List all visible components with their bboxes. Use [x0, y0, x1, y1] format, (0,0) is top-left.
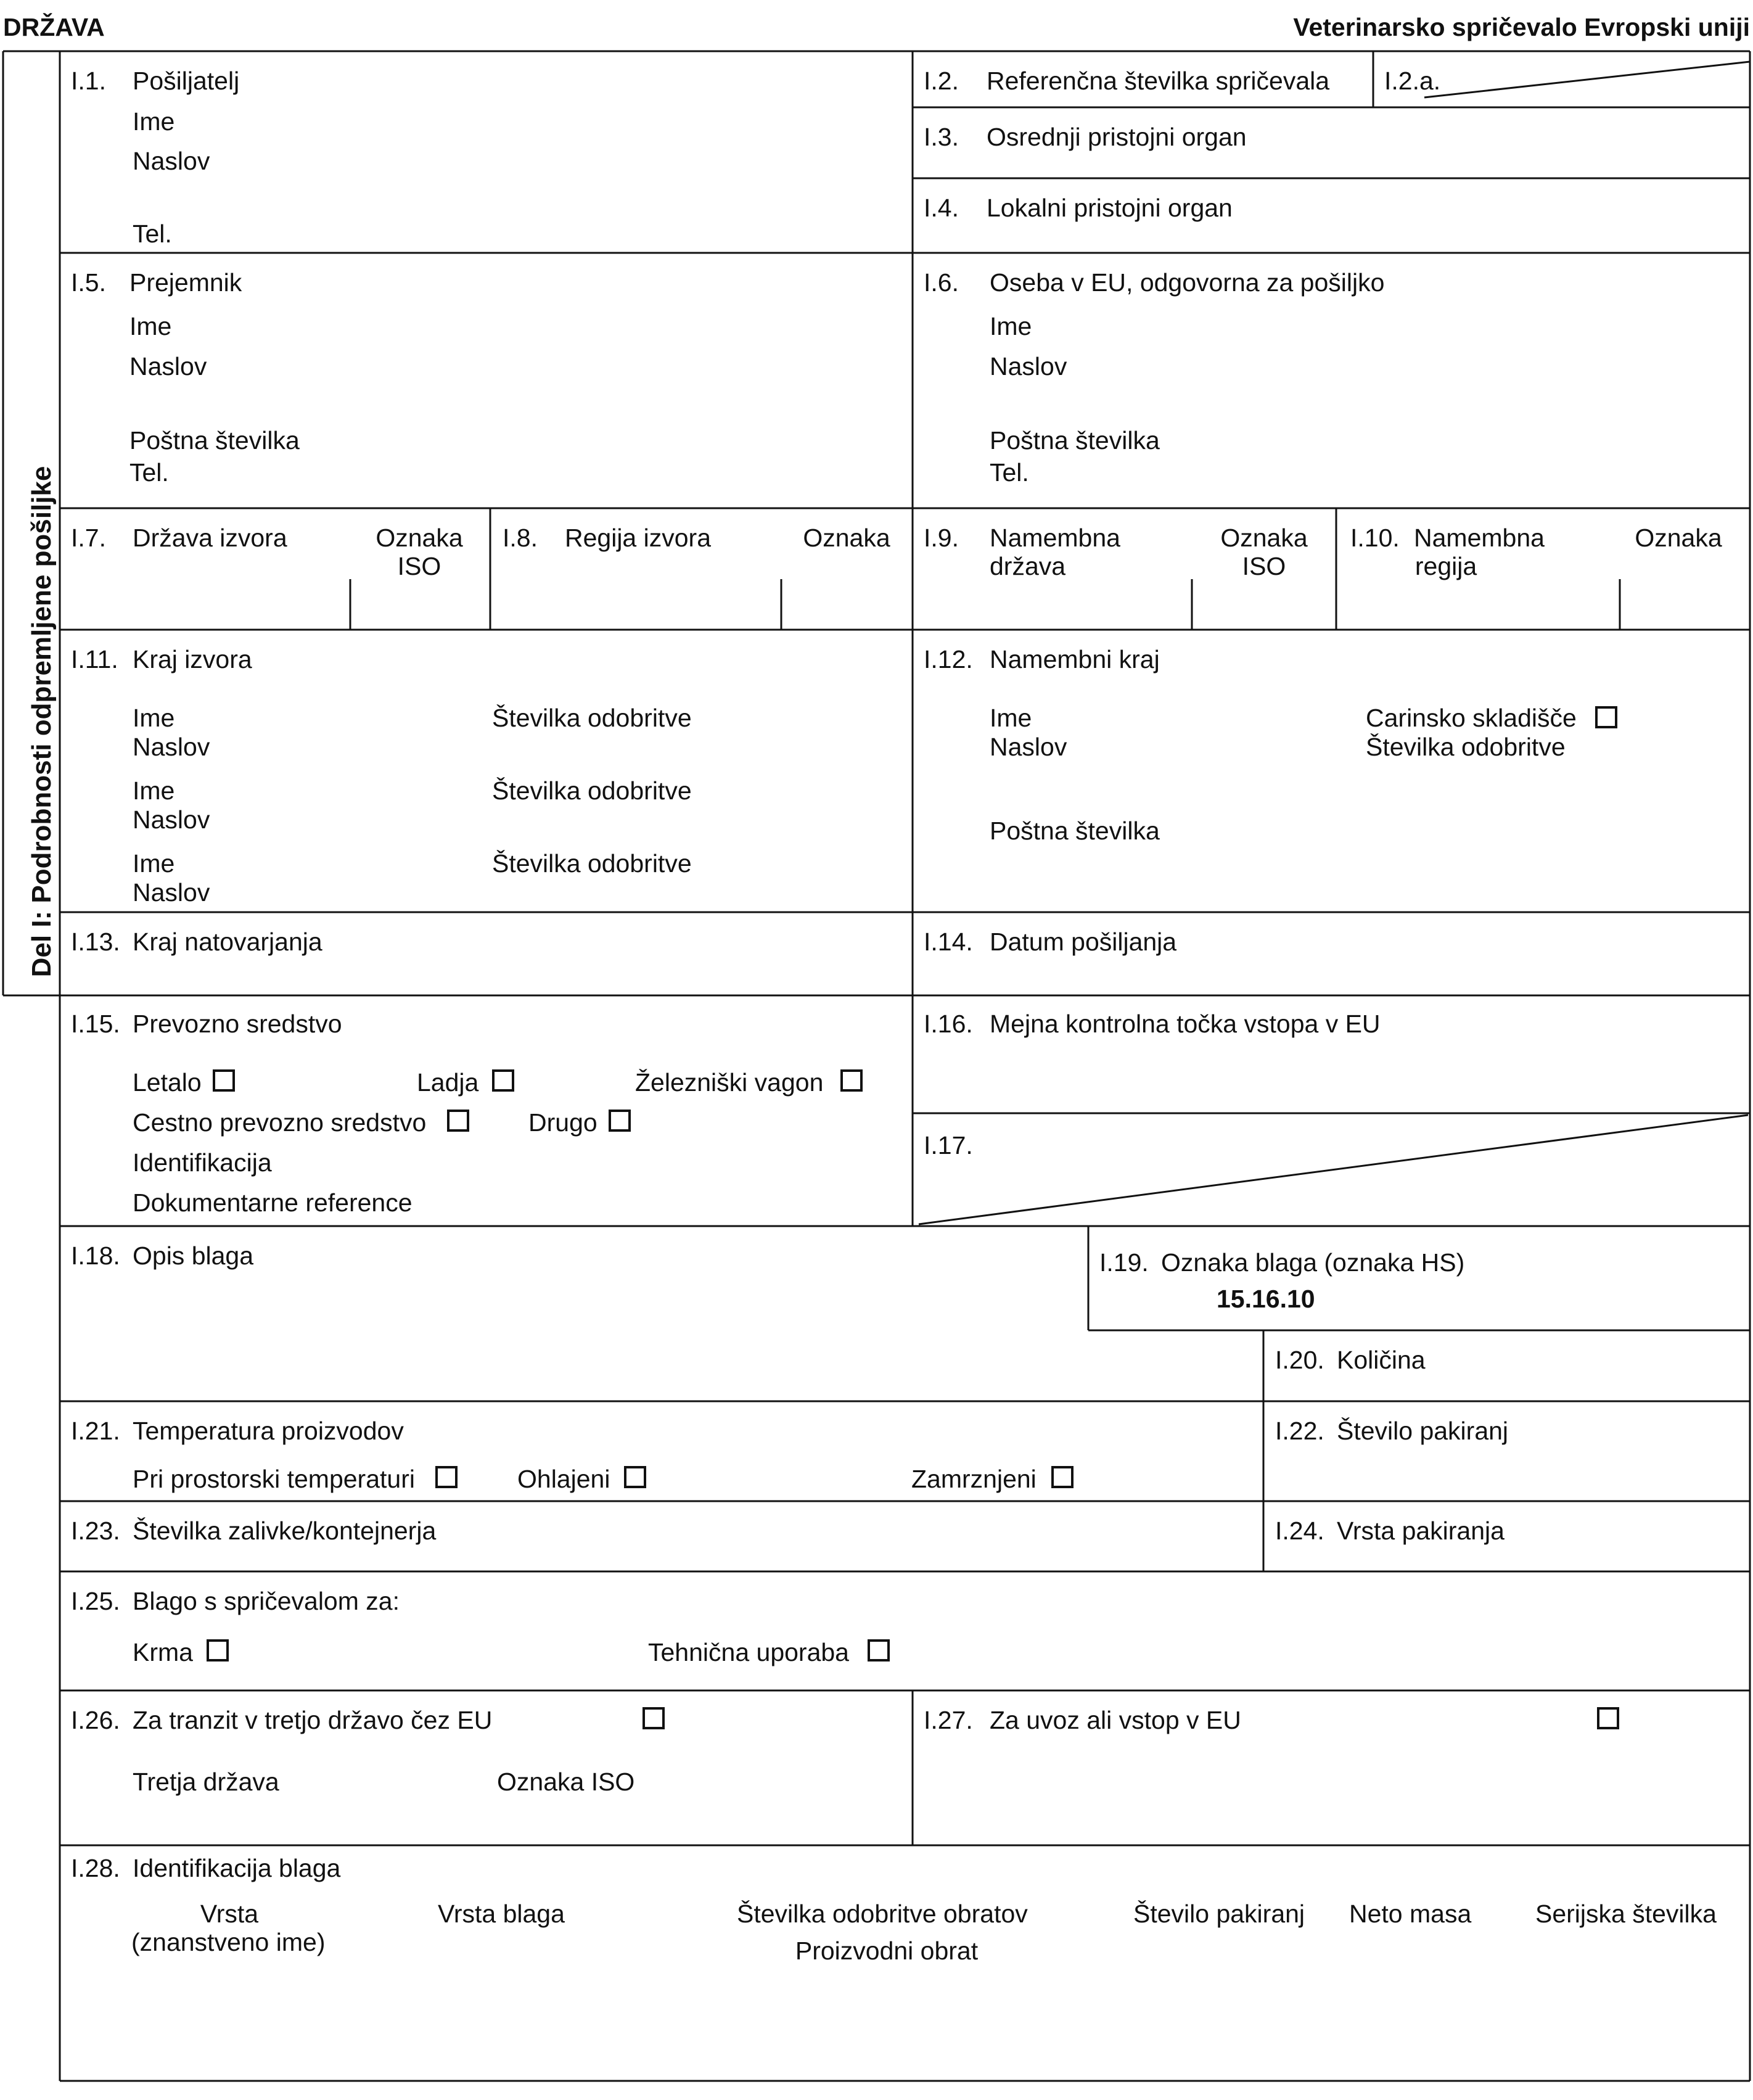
i16-number: I.16.: [924, 1010, 973, 1038]
i11-address-3: Naslov: [133, 878, 210, 907]
i20-number: I.20.: [1275, 1346, 1324, 1374]
i7-code-label-iso: ISO: [397, 552, 441, 580]
i6-phone: Tel.: [990, 458, 1029, 487]
i21-frozen-checkbox[interactable]: [1051, 1466, 1074, 1488]
i12-address: Naslov: [990, 733, 1067, 761]
i27-number: I.27.: [924, 1706, 973, 1734]
i11-name-3: Ime: [133, 849, 175, 878]
i4-label: Lokalni pristojni organ: [987, 194, 1233, 222]
i21-number: I.21.: [71, 1417, 120, 1445]
i2-number: I.2.: [924, 67, 959, 95]
i7-number: I.7.: [71, 524, 106, 552]
i21-chilled-checkbox[interactable]: [624, 1466, 646, 1488]
i27-label: Za uvoz ali vstop v EU: [990, 1706, 1241, 1734]
i14-number: I.14.: [924, 928, 973, 956]
i26-number: I.26.: [71, 1706, 120, 1734]
i12-number: I.12.: [924, 645, 973, 673]
i25-label: Blago s spričevalom za:: [133, 1587, 400, 1615]
i19-number: I.19.: [1099, 1248, 1149, 1277]
i28-col-commodity-type: Vrsta blaga: [438, 1900, 565, 1928]
i1-number: I.1.: [71, 67, 106, 95]
i25-feed-label: Krma: [133, 1638, 193, 1666]
i9-label-line2: država: [990, 552, 1066, 580]
i9-number: I.9.: [924, 524, 959, 552]
i15-railway-checkbox[interactable]: [840, 1069, 863, 1092]
i15-other-checkbox[interactable]: [609, 1110, 631, 1132]
i6-label: Oseba v EU, odgovorna za pošiljko: [990, 268, 1385, 297]
i6-postcode: Poštna številka: [990, 426, 1160, 455]
i11-name-2: Ime: [133, 776, 175, 805]
i25-technical-use-label: Tehnična uporaba: [648, 1638, 849, 1666]
i18-number: I.18.: [71, 1241, 120, 1270]
i12-customs-warehouse-checkbox[interactable]: [1595, 706, 1617, 728]
header-certificate-title: Veterinarsko spričevalo Evropski uniji: [1293, 13, 1750, 41]
i11-address-2: Naslov: [133, 805, 210, 834]
i3-number: I.3.: [924, 123, 959, 151]
i22-number: I.22.: [1275, 1417, 1324, 1445]
i12-postcode: Poštna številka: [990, 817, 1160, 845]
i1-label: Pošiljatelj: [133, 67, 240, 95]
i25-number: I.25.: [71, 1587, 120, 1615]
i5-number: I.5.: [71, 268, 106, 297]
i5-phone: Tel.: [129, 458, 169, 487]
i24-number: I.24.: [1275, 1517, 1324, 1545]
i6-number: I.6.: [924, 268, 959, 297]
i11-approval-3: Številka odobritve: [492, 849, 692, 878]
i8-code-label: Oznaka: [803, 524, 890, 552]
i9-code-label: Oznaka: [1220, 524, 1308, 552]
i28-col-manufacturing-plant: Proizvodni obrat: [795, 1937, 979, 1965]
i1-address: Naslov: [133, 147, 210, 175]
i13-number: I.13.: [71, 928, 120, 956]
i27-import-checkbox[interactable]: [1597, 1707, 1619, 1729]
i12-label: Namembni kraj: [990, 645, 1160, 673]
i15-railway-label: Železniški vagon: [635, 1068, 824, 1097]
i3-label: Osrednji pristojni organ: [987, 123, 1247, 151]
i10-label: Namembna: [1414, 524, 1545, 552]
i1-phone: Tel.: [133, 220, 172, 248]
i24-label: Vrsta pakiranja: [1337, 1517, 1505, 1545]
i17-number: I.17.: [924, 1131, 973, 1159]
i19-hs-code-value: 15.16.10: [1217, 1285, 1315, 1313]
i7-label: Država izvora: [133, 524, 287, 552]
i26-label: Za tranzit v tretjo državo čez EU: [133, 1706, 493, 1734]
side-title: Del I: Podrobnosti odpremljene pošiljke: [27, 466, 57, 978]
i15-label: Prevozno sredstvo: [133, 1010, 342, 1038]
i21-ambient-checkbox[interactable]: [435, 1466, 458, 1488]
i12-customs-warehouse-label: Carinsko skladišče: [1366, 704, 1577, 732]
i28-number: I.28.: [71, 1854, 120, 1882]
i22-label: Število pakiranj: [1337, 1417, 1509, 1445]
i2-label: Referenčna številka spričevala: [987, 67, 1330, 95]
i25-feed-checkbox[interactable]: [207, 1639, 229, 1661]
i12-approval: Številka odobritve: [1366, 733, 1566, 761]
i28-col-species: Vrsta: [200, 1900, 259, 1928]
i9-label: Namembna: [990, 524, 1120, 552]
i18-label: Opis blaga: [133, 1241, 254, 1270]
i26-third-country: Tretja država: [133, 1768, 279, 1796]
i15-airplane-checkbox[interactable]: [213, 1069, 235, 1092]
i6-name: Ime: [990, 312, 1032, 340]
i15-number: I.15.: [71, 1010, 120, 1038]
i28-col-batch-number: Serijska številka: [1535, 1900, 1717, 1928]
i15-documentary-references: Dokumentarne reference: [133, 1188, 413, 1217]
i16-label: Mejna kontrolna točka vstopa v EU: [990, 1010, 1381, 1038]
i10-label-line2: regija: [1414, 552, 1477, 580]
i5-label: Prejemnik: [129, 268, 242, 297]
i21-label: Temperatura proizvodov: [133, 1417, 404, 1445]
i21-frozen-label: Zamrznjeni: [911, 1465, 1037, 1493]
i8-label: Regija izvora: [565, 524, 711, 552]
i20-label: Količina: [1337, 1346, 1426, 1374]
i12-name: Ime: [990, 704, 1032, 732]
i15-identification: Identifikacija: [133, 1148, 272, 1177]
i11-approval-2: Številka odobritve: [492, 776, 692, 805]
i11-address-1: Naslov: [133, 733, 210, 761]
i10-code-label: Oznaka: [1635, 524, 1722, 552]
i5-name: Ime: [129, 312, 172, 340]
i4-number: I.4.: [924, 194, 959, 222]
i21-chilled-label: Ohlajeni: [517, 1465, 610, 1493]
i9-code-label-iso: ISO: [1242, 552, 1286, 580]
i28-label: Identifikacija blaga: [133, 1854, 341, 1882]
i2a-number: I.2.a.: [1384, 67, 1441, 95]
i7-code-label: Oznaka: [376, 524, 463, 552]
i15-road-checkbox[interactable]: [447, 1110, 469, 1132]
i28-col-net-weight: Neto masa: [1349, 1900, 1472, 1928]
i6-address: Naslov: [990, 352, 1067, 381]
i5-address: Naslov: [129, 352, 207, 381]
i10-number: I.10.: [1350, 524, 1400, 552]
i5-postcode: Poštna številka: [129, 426, 300, 455]
i8-number: I.8.: [503, 524, 538, 552]
i26-iso-code: Oznaka ISO: [497, 1768, 635, 1796]
i19-label: Oznaka blaga (oznaka HS): [1161, 1248, 1465, 1277]
i15-airplane-label: Letalo: [133, 1068, 202, 1097]
i28-col-approval-number: Številka odobritve obratov: [737, 1900, 1028, 1928]
i23-number: I.23.: [71, 1517, 120, 1545]
i15-ship-checkbox[interactable]: [492, 1069, 514, 1092]
i15-other-label: Drugo: [528, 1108, 597, 1137]
i14-label: Datum pošiljanja: [990, 928, 1177, 956]
i26-transit-checkbox[interactable]: [642, 1707, 665, 1729]
i28-col-number-of-packages: Število pakiranj: [1133, 1900, 1305, 1928]
i15-ship-label: Ladja: [417, 1068, 479, 1097]
i13-label: Kraj natovarjanja: [133, 928, 322, 956]
i28-col-species-scientific: (znanstveno ime): [131, 1928, 326, 1956]
i25-technical-use-checkbox[interactable]: [868, 1639, 890, 1661]
header-country: DRŽAVA: [3, 13, 105, 41]
i15-road-label: Cestno prevozno sredstvo: [133, 1108, 427, 1137]
i11-number: I.11.: [71, 645, 118, 673]
i23-label: Številka zalivke/kontejnerja: [133, 1517, 437, 1545]
i11-name-1: Ime: [133, 704, 175, 732]
i11-label: Kraj izvora: [133, 645, 252, 673]
i11-approval-1: Številka odobritve: [492, 704, 692, 732]
i21-ambient-label: Pri prostorski temperaturi: [133, 1465, 415, 1493]
i1-name: Ime: [133, 107, 175, 136]
